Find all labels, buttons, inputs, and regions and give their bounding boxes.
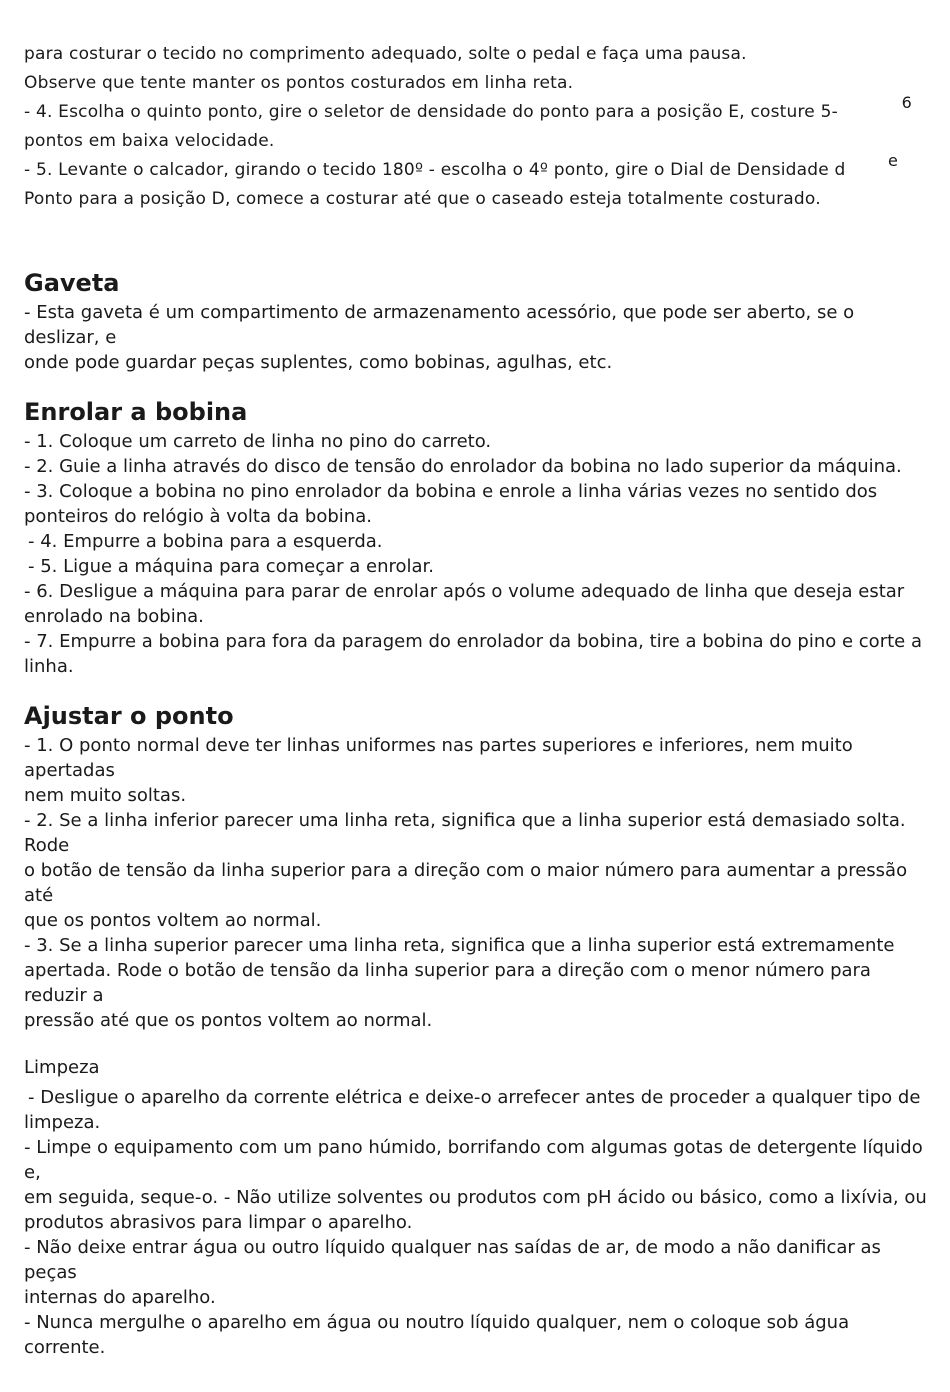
intro-line: Ponto para a posição D, comece a costurar até que o caseado esteja totalmente costurado.: [24, 189, 821, 209]
intro-block: [24, 40, 934, 214]
section-limpeza: [24, 1055, 934, 1360]
body-line: - Nunca mergulhe o aparelho em água ou noutro líquido qualquer, nem o coloque sob água corrente.: [24, 1312, 850, 1358]
body-line: nem muito soltas.: [24, 785, 187, 806]
body-line: em seguida, seque-o. - Não utilize solventes ou produtos com pH ácido ou básico, como a lixívia, ou: [24, 1187, 927, 1208]
body-line: onde pode guardar peças suplentes, como bobinas, agulhas, etc.: [24, 352, 613, 373]
body-line: pressão até que os pontos voltem ao normal.: [24, 1010, 433, 1031]
intro-line: - 5. Levante o calcador, girando o tecido 180º - escolha o 4º ponto, gire o Dial de Densidade d e: [24, 156, 934, 185]
body-line: - 1. Coloque um carreto de linha no pino do carreto.: [24, 431, 492, 452]
body-line: o botão de tensão da linha superior para a direção com o maior número para aumentar a pressão até: [24, 860, 908, 906]
body-line: - 3. Se a linha superior parecer uma linha reta, significa que a linha superior está extremamente: [24, 935, 895, 956]
intro-line: Observe que tente manter os pontos costurados em linha reta.: [24, 73, 574, 93]
body-line: limpeza.: [24, 1112, 101, 1133]
section-heading: Gaveta: [24, 269, 120, 297]
section-subheading: Limpeza: [24, 1057, 100, 1078]
body-line: - 2. Se a linha inferior parecer uma linha reta, significa que a linha superior está demasiado solta. Rode: [24, 810, 906, 856]
section-heading: Enrolar a bobina: [24, 398, 248, 426]
body-line: produtos abrasivos para limpar o aparelho.: [24, 1212, 413, 1233]
body-line: apertada. Rode o botão de tensão da linha superior para a direção com o menor número para reduzir a: [24, 960, 871, 1006]
section-heading: Ajustar o ponto: [24, 702, 234, 730]
body-line: - 4. Empurre a bobina para a esquerda.: [28, 531, 383, 552]
body-line: - Desligue o aparelho da corrente elétrica e deixe-o arrefecer antes de proceder a qualquer tipo de: [28, 1087, 921, 1108]
stray-mark-6: 6: [901, 93, 912, 112]
body-line: que os pontos voltem ao normal.: [24, 910, 322, 931]
body-line: linha.: [24, 656, 74, 677]
body-line: - Não deixe entrar água ou outro líquido qualquer nas saídas de ar, de modo a não danificar as peças: [24, 1237, 881, 1283]
body-line: ponteiros do relógio à volta da bobina.: [24, 506, 372, 527]
intro-line: para costurar o tecido no comprimento adequado, solte o pedal e faça uma pausa.: [24, 44, 747, 64]
body-line: - 2. Guie a linha através do disco de tensão do enrolador da bobina no lado superior da máquina.: [24, 456, 902, 477]
stray-mark-e: e: [887, 151, 898, 170]
body-line: - 6. Desligue a máquina para parar de enrolar após o volume adequado de linha que deseja estar: [24, 581, 905, 602]
body-line: - Limpe o equipamento com um pano húmido, borrifando com algumas gotas de detergente líquido e,: [24, 1137, 923, 1183]
body-line: - 3. Coloque a bobina no pino enrolador da bobina e enrole a linha várias vezes no sentido dos: [24, 481, 878, 502]
section-ajustar-ponto: [24, 699, 934, 1033]
section-enrolar-bobina: [24, 395, 934, 679]
body-line: - 5. Ligue a máquina para começar a enrolar.: [28, 556, 435, 577]
body-line: - Esta gaveta é um compartimento de armazenamento acessório, que pode ser aberto, se o deslizar, e: [24, 302, 855, 348]
intro-line: pontos em baixa velocidade.: [24, 131, 275, 151]
body-line: - 1. O ponto normal deve ter linhas uniformes nas partes superiores e inferiores, nem muito apertadas: [24, 735, 853, 781]
document-page: [24, 40, 934, 1360]
section-gaveta: [24, 266, 934, 375]
intro-line: - 4. Escolha o quinto ponto, gire o seletor de densidade do ponto para a posição E, costure 5- 6: [24, 98, 934, 127]
body-line: internas do aparelho.: [24, 1287, 216, 1308]
body-line: enrolado na bobina.: [24, 606, 204, 627]
body-line: - 7. Empurre a bobina para fora da paragem do enrolador da bobina, tire a bobina do pino e corte a: [24, 631, 922, 652]
